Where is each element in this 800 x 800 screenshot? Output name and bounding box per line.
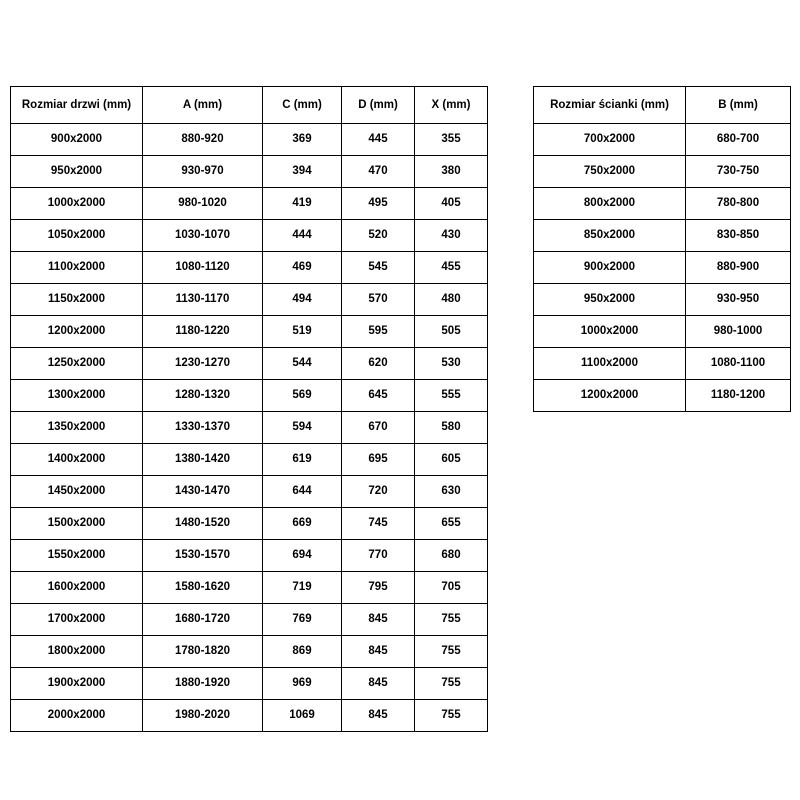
table-header-row (11, 87, 488, 124)
table-cell: 755 (415, 636, 488, 668)
table-cell: 620 (342, 348, 415, 380)
table-cell: 700x2000 (534, 124, 686, 156)
table-cell: 1150x2000 (11, 284, 143, 316)
table-row (11, 252, 488, 284)
table-cell: 494 (263, 284, 342, 316)
table-row (11, 188, 488, 220)
table-cell: 1880-1920 (143, 668, 263, 700)
table-row (11, 476, 488, 508)
column-header-c: C (mm) (263, 87, 342, 124)
table-cell: 695 (342, 444, 415, 476)
table-cell: 455 (415, 252, 488, 284)
table-cell: 800x2000 (534, 188, 686, 220)
table-cell: 1580-1620 (143, 572, 263, 604)
table-cell: 545 (342, 252, 415, 284)
table-cell: 380 (415, 156, 488, 188)
table-cell: 694 (263, 540, 342, 572)
table-row (11, 508, 488, 540)
table-cell: 595 (342, 316, 415, 348)
table-cell: 1100x2000 (534, 348, 686, 380)
table-row (534, 156, 791, 188)
table-cell: 720 (342, 476, 415, 508)
table-row (11, 284, 488, 316)
table-cell: 644 (263, 476, 342, 508)
table-cell: 845 (342, 700, 415, 732)
table-cell: 1600x2000 (11, 572, 143, 604)
table-cell: 594 (263, 412, 342, 444)
table-cell: 1780-1820 (143, 636, 263, 668)
table-row (534, 188, 791, 220)
table-cell: 930-950 (686, 284, 791, 316)
table-cell: 719 (263, 572, 342, 604)
table-cell: 950x2000 (11, 156, 143, 188)
table-row (11, 316, 488, 348)
table-cell: 980-1000 (686, 316, 791, 348)
table-cell: 745 (342, 508, 415, 540)
table-cell: 1280-1320 (143, 380, 263, 412)
table-cell: 655 (415, 508, 488, 540)
table-row (534, 284, 791, 316)
table-row (11, 572, 488, 604)
table-cell: 544 (263, 348, 342, 380)
table-row (11, 380, 488, 412)
table-header-row (534, 87, 791, 124)
table-cell: 1380-1420 (143, 444, 263, 476)
table-cell: 555 (415, 380, 488, 412)
table-cell: 670 (342, 412, 415, 444)
table-cell: 530 (415, 348, 488, 380)
column-header-wall-size: Rozmiar ścianki (mm) (534, 87, 686, 124)
table-row (11, 220, 488, 252)
table-cell: 755 (415, 604, 488, 636)
table-cell: 769 (263, 604, 342, 636)
table-cell: 845 (342, 668, 415, 700)
table-cell: 750x2000 (534, 156, 686, 188)
table-row (534, 220, 791, 252)
table-cell: 845 (342, 636, 415, 668)
table-cell: 1080-1120 (143, 252, 263, 284)
column-header-x: X (mm) (415, 87, 488, 124)
table-cell: 1030-1070 (143, 220, 263, 252)
table-cell: 1080-1100 (686, 348, 791, 380)
table-cell: 900x2000 (11, 124, 143, 156)
table-cell: 880-900 (686, 252, 791, 284)
table-cell: 480 (415, 284, 488, 316)
table-cell: 1200x2000 (534, 380, 686, 412)
table-cell: 1980-2020 (143, 700, 263, 732)
table-cell: 795 (342, 572, 415, 604)
table-cell: 1180-1220 (143, 316, 263, 348)
table-cell: 930-970 (143, 156, 263, 188)
table-cell: 520 (342, 220, 415, 252)
table-cell: 705 (415, 572, 488, 604)
table-row (11, 668, 488, 700)
table-row (11, 444, 488, 476)
table-row (11, 700, 488, 732)
table-cell: 1530-1570 (143, 540, 263, 572)
column-header-d: D (mm) (342, 87, 415, 124)
table-cell: 580 (415, 412, 488, 444)
table-row (11, 124, 488, 156)
table-cell: 1130-1170 (143, 284, 263, 316)
table-cell: 830-850 (686, 220, 791, 252)
table-cell: 605 (415, 444, 488, 476)
table-cell: 1000x2000 (534, 316, 686, 348)
table-cell: 469 (263, 252, 342, 284)
table-cell: 1230-1270 (143, 348, 263, 380)
table-cell: 519 (263, 316, 342, 348)
column-header-b: B (mm) (686, 87, 791, 124)
table-cell: 645 (342, 380, 415, 412)
table-row (11, 348, 488, 380)
column-header-a: A (mm) (143, 87, 263, 124)
table-row (11, 604, 488, 636)
table-cell: 444 (263, 220, 342, 252)
table-cell: 730-750 (686, 156, 791, 188)
table-cell: 630 (415, 476, 488, 508)
table-cell: 619 (263, 444, 342, 476)
table-cell: 505 (415, 316, 488, 348)
table-cell: 1180-1200 (686, 380, 791, 412)
table-cell: 980-1020 (143, 188, 263, 220)
doors-dimensions-table (10, 86, 488, 732)
table-cell: 1800x2000 (11, 636, 143, 668)
table-cell: 1300x2000 (11, 380, 143, 412)
table-cell: 880-920 (143, 124, 263, 156)
table-cell: 430 (415, 220, 488, 252)
column-header-door-size: Rozmiar drzwi (mm) (11, 87, 143, 124)
table-cell: 1050x2000 (11, 220, 143, 252)
table-row (11, 540, 488, 572)
table-cell: 394 (263, 156, 342, 188)
table-cell: 1069 (263, 700, 342, 732)
table-row (534, 252, 791, 284)
table-cell: 1450x2000 (11, 476, 143, 508)
table-cell: 1350x2000 (11, 412, 143, 444)
table-cell: 445 (342, 124, 415, 156)
table-row (534, 348, 791, 380)
table-cell: 869 (263, 636, 342, 668)
table-cell: 969 (263, 668, 342, 700)
table-cell: 845 (342, 604, 415, 636)
table-cell: 680-700 (686, 124, 791, 156)
table-cell: 2000x2000 (11, 700, 143, 732)
table-cell: 780-800 (686, 188, 791, 220)
table-cell: 495 (342, 188, 415, 220)
table-cell: 355 (415, 124, 488, 156)
table-cell: 1250x2000 (11, 348, 143, 380)
table-cell: 850x2000 (534, 220, 686, 252)
table-cell: 570 (342, 284, 415, 316)
table-cell: 1400x2000 (11, 444, 143, 476)
table-cell: 1550x2000 (11, 540, 143, 572)
table-cell: 1200x2000 (11, 316, 143, 348)
table-cell: 405 (415, 188, 488, 220)
table-cell: 1500x2000 (11, 508, 143, 540)
table-cell: 470 (342, 156, 415, 188)
table-cell: 1480-1520 (143, 508, 263, 540)
table-cell: 1900x2000 (11, 668, 143, 700)
table-cell: 369 (263, 124, 342, 156)
table-cell: 1330-1370 (143, 412, 263, 444)
table-cell: 1700x2000 (11, 604, 143, 636)
table-cell: 950x2000 (534, 284, 686, 316)
table-row (534, 124, 791, 156)
table-row (11, 156, 488, 188)
table-row (534, 380, 791, 412)
table-cell: 755 (415, 668, 488, 700)
table-row (11, 412, 488, 444)
table-cell: 680 (415, 540, 488, 572)
table-cell: 1000x2000 (11, 188, 143, 220)
wall-dimensions-table (533, 86, 791, 412)
table-cell: 1100x2000 (11, 252, 143, 284)
table-cell: 419 (263, 188, 342, 220)
table-cell: 569 (263, 380, 342, 412)
table-row (534, 316, 791, 348)
table-cell: 770 (342, 540, 415, 572)
table-cell: 900x2000 (534, 252, 686, 284)
table-cell: 1680-1720 (143, 604, 263, 636)
table-cell: 755 (415, 700, 488, 732)
table-cell: 1430-1470 (143, 476, 263, 508)
table-row (11, 636, 488, 668)
table-cell: 669 (263, 508, 342, 540)
